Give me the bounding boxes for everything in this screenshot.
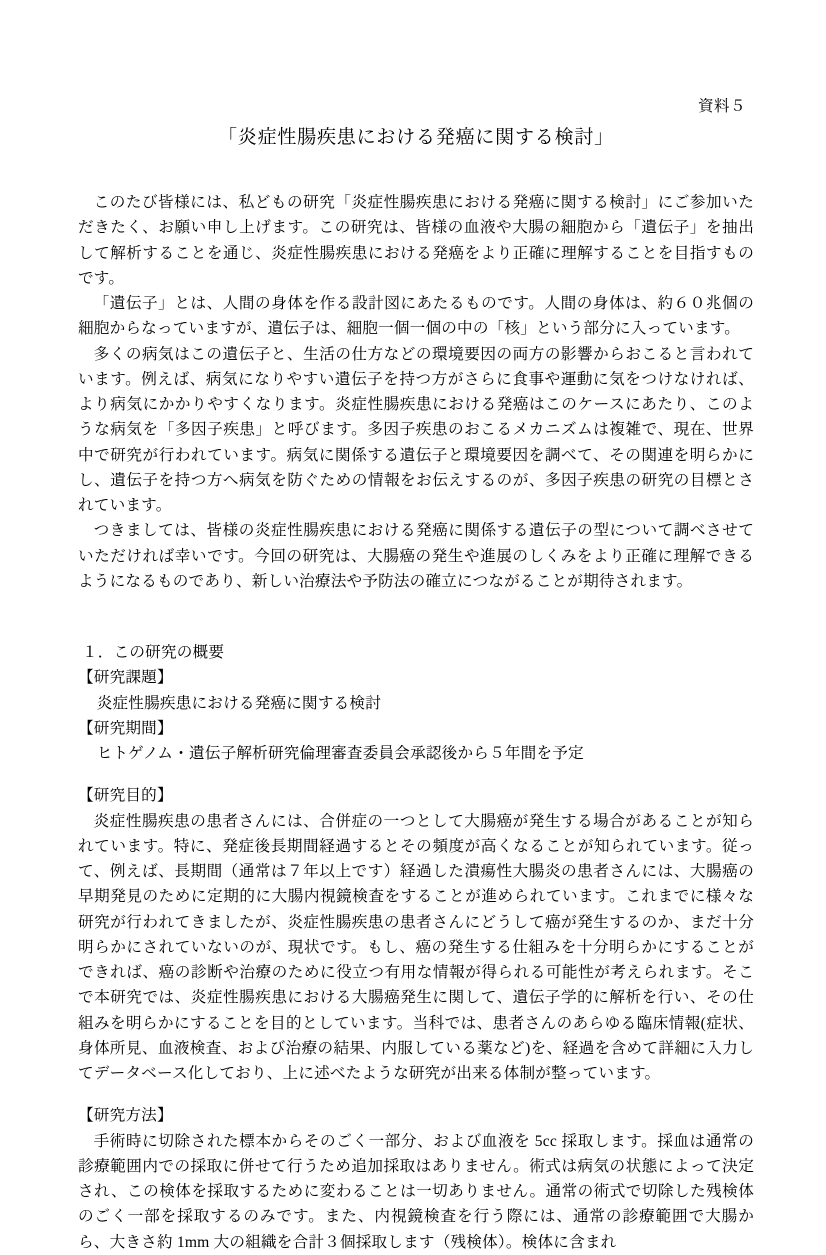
- document-title: 「炎症性腸疾患における発癌に関する検討」: [217, 126, 614, 148]
- document-number: 資料５: [697, 98, 746, 115]
- section-spacer: [78, 594, 754, 640]
- spacer-before-method: [78, 1086, 754, 1103]
- subheading-research-period: 【研究期間】: [78, 719, 173, 737]
- intro-paragraph-4: つきましては、皆様の炎症性腸疾患における発癌に関係する遺伝子の型について調べさせていただければ幸いです。今回の研究は、大腸癌の発生や進展のしくみをより正確に理解できるようになるものであり、新しい治療法や予防法の確立につながることが期待されます。: [78, 522, 754, 590]
- research-period-text: ヒトゲノム・遺伝子解析研究倫理審査委員会承認後から５年間を予定: [96, 745, 584, 763]
- intro-paragraph-1: このたび皆様には、私どもの研究「炎症性腸疾患における発癌に関する検討」にご参加いただきたく、お願い申し上げます。この研究は、皆様の血液や大腸の細胞から「遺伝子」を抽出して解析することを通じ、炎症性腸疾患における発癌をより正確に理解することを目指すものです。: [78, 194, 754, 287]
- research-topic-text: 炎症性腸疾患における発癌に関する検討: [96, 694, 382, 712]
- intro-paragraph-2: 「遺伝子」とは、人間の身体を作る設計図にあたるものです。人間の身体は、約６０兆個の細胞からなっていますが、遺伝子は、細胞一個一個の中の「核」という部分に入っています。: [78, 295, 754, 338]
- section-purpose: [78, 783, 754, 1086]
- subheading-research-topic: 【研究課題】: [78, 669, 173, 687]
- research-purpose-text: 炎症性腸疾患の患者さんには、合併症の一つとして大腸癌が発生する場合があることが知られています。特に、発症後長期間経過するとその頻度が高くなることが知られています。従って、例えば、長期間（通常は７年以上です）経過した潰瘍性大腸炎の患者さんには、大腸癌の早期発見のために定期的に大腸内視鏡検査をすることが進められています。これまでに様々な研究が行われてきましたが、炎症性腸疾患の患者さんにどうして癌が発生するのか、まだ十分明らかにされていないのが、現状です。もし、癌の発生する仕組みを十分明らかにすることができれば、癌の診断や治療のために役立つ有用な情報が得られる可能性が考えられます。そこで本研究では、炎症性腸疾患における大腸癌発生に関して、遺伝子学的に解析を行い、その仕組みを明らかにすることを目的としています。当科では、患者さんのあらゆる臨床情報(症状、身体所見、血液検査、および治療の結果、内服している薬など)を、経過を含めて詳細に入力してデータベース化しており、上に述べたような研究が出来る体制が整っています。: [78, 812, 754, 1083]
- subheading-research-method: 【研究方法】: [78, 1107, 173, 1125]
- subheading-research-purpose: 【研究目的】: [78, 787, 173, 805]
- section-heading-overview: １．この研究の概要: [82, 644, 225, 662]
- intro-paragraph-3: 多くの病気はこの遺伝子と、生活の仕方などの環境要因の両方の影響からおこると言われています。例えば、病気になりやすい遺伝子を持つ方がさらに食事や運動に気をつけなければ、より病気にかかりやすくなります。炎症性腸疾患における発癌はこのケースにあたり、このような病気を「多因子疾患」と呼びます。多因子疾患のおこるメカニズムは複雑で、現在、世界中で研究が行われています。病気に関係する遺伝子と環境要因を調べて、その関連を明らかにし、遺伝子を持つ方へ病気を防ぐための情報をお伝えするのが、多因子疾患の研究の目標とされています。: [78, 345, 754, 515]
- spacer-before-purpose: [78, 766, 754, 783]
- section-method: [78, 1103, 754, 1255]
- intro-section: [78, 190, 754, 594]
- research-method-text: 手術時に切除された標本からそのごく一部分、および血液を 5cc 採取します。採血は通常の診療範囲内での採取に併せて行うため追加採取はありません。術式は病気の状態によって決定され、この検体を採取するために変わることは一切ありません。通常の術式で切除した残検体のごく一部を採取するのみです。また、内視鏡検査を行う際には、通常の診療範囲で大腸から、大きさ約 1mm 大の組織を合計３個採取します（残検体）。検体に含まれ: [78, 1132, 754, 1251]
- section-overview: [78, 640, 754, 766]
